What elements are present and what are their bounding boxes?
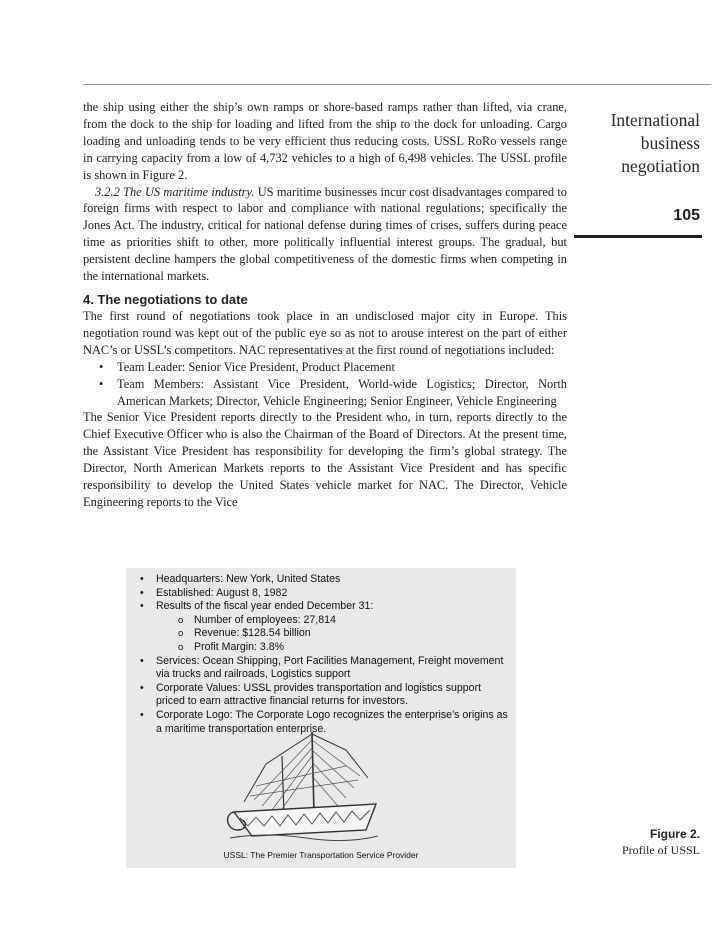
figure-label: Figure 2. (649, 827, 700, 841)
paragraph-2 (83, 184, 567, 285)
profile-profit-margin: o Profit Margin: 3.8% (178, 641, 508, 655)
margin-title-line: International (610, 110, 700, 130)
profile-list (138, 573, 508, 736)
profile-values: • Corporate Values: USSL provides transportation and logistics support priced to earn attractive financial returns for investors. (138, 682, 508, 709)
profile-employees: o Number of employees: 27,814 (178, 614, 508, 628)
profile-results (138, 600, 508, 654)
margin-title (590, 109, 700, 178)
figure-tagline: USSL: The Premier Transportation Service Provider (223, 850, 419, 860)
paragraph-3: The first round of negotiations took place in an undisclosed major city in Europe. This negotiation round was kept out of the public eye so as not to arouse interest on the part of either NAC’s or USSL’s competitors. NAC representatives at the first round of negotiations included: (83, 308, 567, 357)
profile-headquarters: • Headquarters: New York, United States (138, 573, 508, 587)
ship-logo-icon (226, 726, 381, 844)
profile-logo: • Corporate Logo: The Corporate Logo recognizes the enterprise’s origins as a maritime transportation enterprise. (138, 709, 508, 736)
section-title: 4. The negotiations to date (83, 291, 248, 307)
results-sublist (156, 614, 508, 655)
profile-established: • Established: August 8, 1982 (138, 587, 508, 601)
subsection-heading: 3.2.2 The US maritime industry. (95, 184, 255, 199)
margin-rule (574, 235, 702, 238)
margin-title-line: negotiation (621, 156, 700, 176)
team-list (83, 359, 567, 410)
profile-results-label: Results of the fiscal year ended December 31: (156, 600, 374, 613)
figure-ussl-profile (126, 568, 516, 868)
figure-caption (590, 826, 700, 858)
paragraph-2-text: US maritime businesses incur cost disadvantages compared to foreign firms with respect to labor and compliance with national regulations; specifically the Jones Act. The industry, critical for national defense during times of crises, suffers during peace time as priorities shift to other, more politically influential interest groups. The gradual, but persistent decline hampers the global competitiveness of the domestic firms when competing in the international markets. (83, 184, 567, 284)
header-rule (83, 84, 711, 85)
list-item: • Team Members: Assistant Vice President, World-wide Logistics; Director, North American Markets; Director, Vehicle Engineering; Senior Engineer, Vehicle Engineering (99, 376, 567, 410)
list-item: • Team Leader: Senior Vice President, Product Placement (99, 359, 567, 376)
paragraph-4: The Senior Vice President reports directly to the President who, in turn, reports directly to the Chief Executive Officer who is also the Chairman of the Board of Directors. At the present time, the Assistant Vice President has responsibility for developing the firm’s global strategy. The Director, North American Markets reports to the Assistant Vice President and has specific responsibility to develop the United States vehicle market for NAC. The Director, Vehicle Engineering reports to the Vice (83, 410, 567, 509)
main-text (83, 99, 567, 511)
profile-services: • Services: Ocean Shipping, Port Facilities Management, Freight movement via trucks and railroads, Logistics support (138, 655, 508, 682)
page-number: 105 (673, 207, 700, 224)
figure-caption-text: Profile of USSL (622, 843, 700, 857)
profile-revenue: o Revenue: $128.54 billion (178, 627, 508, 641)
margin-title-line: business (640, 133, 700, 153)
paragraph-1: the ship using either the ship’s own ramps or shore-based ramps rather than lifted, via crane, from the dock to the ship for loading and lifted from the ship to the dock for unloading. Cargo loading and unloading tends to be very efficient thus reducing costs. USSL RoRo vessels range in carrying capacity from a low of 4,732 vehicles to a high of 6,498 vehicles. The USSL profile is shown in Figure 2. (83, 100, 567, 182)
